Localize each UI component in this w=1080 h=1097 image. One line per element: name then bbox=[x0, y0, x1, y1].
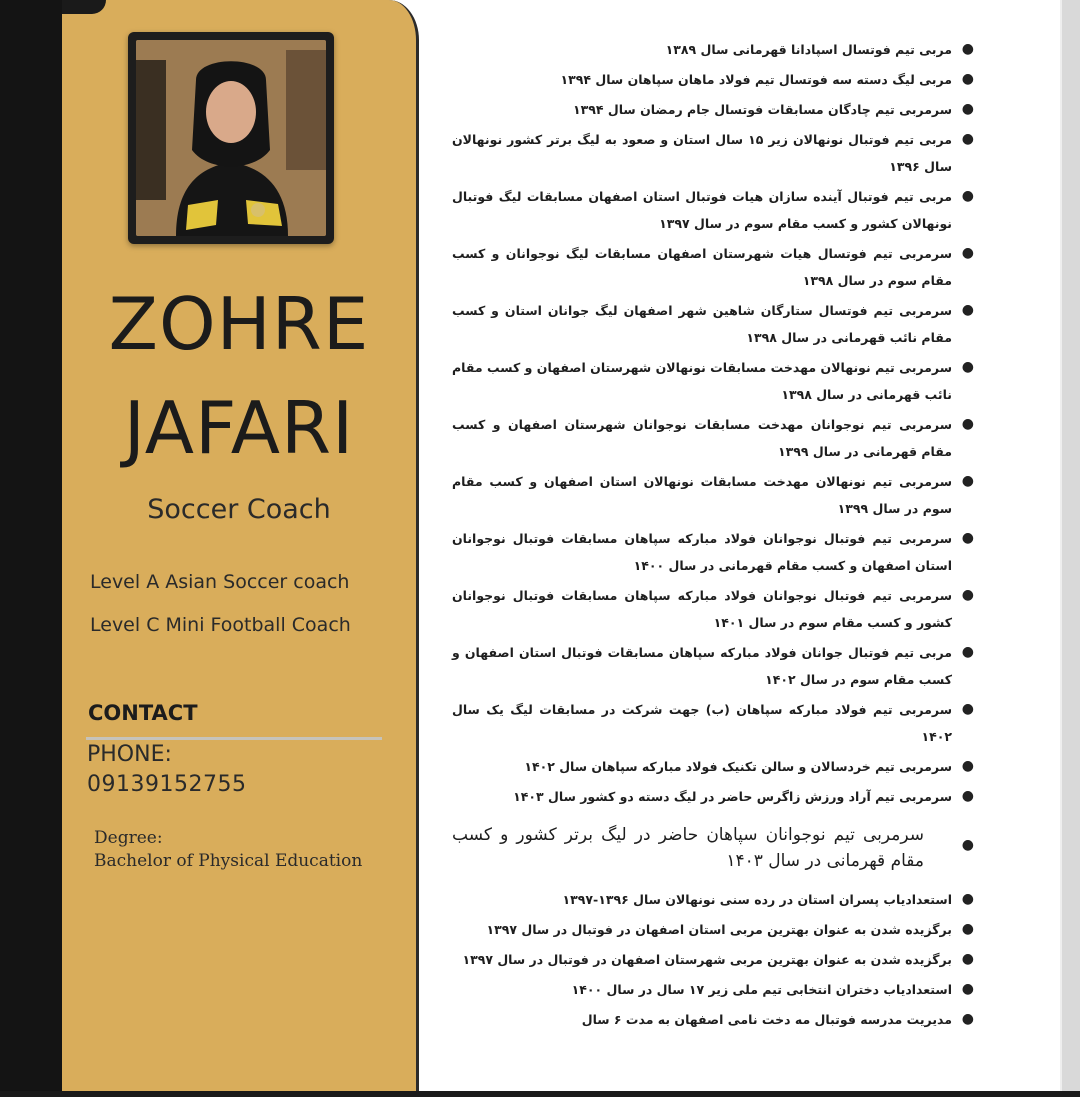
left-frame bbox=[0, 0, 62, 1097]
certification-1: Level A Asian Soccer coach bbox=[90, 571, 350, 593]
bullet-icon: ● bbox=[961, 530, 974, 546]
list-item bbox=[452, 696, 974, 750]
list-item-text: سرمربی تیم فوتسال ستارگان شاهین شهر اصفهان لیگ جوانان استان و کسب مقام نائب قهرمانی در سال ۱۳۹۸ bbox=[452, 303, 952, 345]
list-item-text: برگزیده شدن به عنوان بهترین مربی استان اصفهان در فوتبال در سال ۱۳۹۷ bbox=[486, 922, 952, 937]
list-item bbox=[452, 886, 974, 913]
list-item bbox=[452, 1006, 974, 1033]
bullet-icon: ● bbox=[961, 788, 974, 804]
bullet-icon: ● bbox=[961, 416, 974, 432]
list-item-text: سرمربی تیم فوتبال نوجوانان فولاد مبارکه سپاهان مسابقات فوتبال نوجوانان کشور و کسب مقام سوم در سال ۱۴۰۱ bbox=[452, 588, 952, 630]
degree-value: Bachelor of Physical Education bbox=[94, 851, 363, 871]
bullet-icon: ● bbox=[961, 359, 974, 375]
list-item bbox=[452, 354, 974, 408]
bullet-icon: ● bbox=[961, 837, 974, 853]
bullet-icon: ● bbox=[961, 302, 974, 318]
list-item-text: سرمربی تیم نونهالان مهدخت مسابقات نونهالان شهرستان اصفهان و کسب مقام نائب قهرمانی در سال ۱۳۹۸ bbox=[452, 360, 952, 402]
list-item-text: سرمربی تیم آراد ورزش زاگرس حاضر در لیگ دسته دو کشور سال ۱۴۰۳ bbox=[513, 789, 952, 804]
bullet-icon: ● bbox=[961, 101, 974, 117]
list-item bbox=[452, 96, 974, 123]
list-item bbox=[452, 783, 974, 810]
degree-label: Degree: bbox=[94, 828, 163, 848]
contact-heading: CONTACT bbox=[88, 701, 198, 725]
first-name: ZOHRE bbox=[108, 282, 370, 366]
list-item-text: سرمربی تیم فولاد مبارکه سپاهان (ب) جهت شرکت در مسابقات لیگ یک سال ۱۴۰۲ bbox=[452, 702, 952, 744]
bullet-icon: ● bbox=[961, 473, 974, 489]
bullet-icon: ● bbox=[961, 188, 974, 204]
certification-2: Level C Mini Football Coach bbox=[90, 614, 351, 636]
list-item bbox=[452, 916, 974, 943]
list-item bbox=[452, 66, 974, 93]
profile-photo bbox=[136, 40, 326, 236]
list-item-text: سرمربی تیم نوجوانان مهدخت مسابقات نوجوانان شهرستان اصفهان و کسب مقام قهرمانی در سال ۱۳۹۹ bbox=[452, 417, 952, 459]
bullet-icon: ● bbox=[961, 701, 974, 717]
list-item-highlight bbox=[452, 822, 974, 874]
list-item-text: سرمربی تیم نونهالان مهدخت مسابقات نونهالان استان اصفهان و کسب مقام سوم در سال ۱۳۹۹ bbox=[452, 474, 952, 516]
bullet-icon: ● bbox=[961, 981, 974, 997]
list-item bbox=[452, 183, 974, 237]
list-item-text: سرمربی تیم خردسالان و سالن تکنیک فولاد مبارکه سپاهان سال ۱۴۰۲ bbox=[524, 759, 952, 774]
bullet-icon: ● bbox=[961, 131, 974, 147]
profile-photo-frame bbox=[128, 32, 334, 244]
list-item bbox=[452, 753, 974, 780]
list-item bbox=[452, 582, 974, 636]
right-frame bbox=[1062, 0, 1080, 1097]
last-name: JAFARI bbox=[123, 386, 355, 470]
list-item-text: مربی تیم فوتبال نونهالان زیر ۱۵ سال استان و صعود به لیگ برتر کشور نونهالان سال ۱۳۹۶ bbox=[452, 132, 952, 174]
phone-number[interactable]: 09139152755 bbox=[87, 772, 247, 797]
bullet-icon: ● bbox=[961, 758, 974, 774]
bullet-icon: ● bbox=[961, 921, 974, 937]
bullet-icon: ● bbox=[961, 41, 974, 57]
list-item-text: مربی تیم فوتسال اسپادانا قهرمانی سال ۱۳۸۹ bbox=[665, 42, 952, 57]
list-item-text: استعدادیاب پسران استان در رده سنی نونهالان سال ۱۳۹۶-۱۳۹۷ bbox=[562, 892, 952, 907]
contact-divider bbox=[86, 737, 382, 740]
bullet-icon: ● bbox=[961, 71, 974, 87]
list-item bbox=[452, 946, 974, 973]
bullet-icon: ● bbox=[961, 891, 974, 907]
list-item-text: سرمربی تیم چادگان مسابقات فوتسال جام رمضان سال ۱۳۹۴ bbox=[573, 102, 952, 117]
phone-label: PHONE: bbox=[87, 742, 172, 767]
list-item bbox=[452, 297, 974, 351]
list-item bbox=[452, 240, 974, 294]
list-item-text: مربی تیم فوتبال آینده سازان هیات فوتبال استان اصفهان مسابقات لیگ فوتبال نونهالان کشور و کسب مقام سوم در سال ۱۳۹۷ bbox=[452, 189, 952, 231]
list-item bbox=[452, 976, 974, 1003]
bottom-frame bbox=[0, 1091, 1080, 1097]
list-item bbox=[452, 126, 974, 180]
list-item-text: مربی لیگ دسته سه فوتسال تیم فولاد ماهان سپاهان سال ۱۳۹۴ bbox=[560, 72, 952, 87]
list-item bbox=[452, 468, 974, 522]
achievements-list bbox=[452, 36, 974, 1036]
list-item bbox=[452, 411, 974, 465]
list-item bbox=[452, 525, 974, 579]
job-title: Soccer Coach bbox=[147, 494, 331, 525]
list-item-text: سرمربی تیم فوتسال هیات شهرستان اصفهان مسابقات لیگ نوجوانان و کسب مقام سوم در سال ۱۳۹۸ bbox=[452, 246, 952, 288]
list-item-text: سرمربی تیم فوتبال نوجوانان فولاد مبارکه سپاهان مسابقات فوتبال نوجوانان استان اصفهان و کسب مقام قهرمانی در سال ۱۴۰۰ bbox=[452, 531, 952, 573]
list-item-text: استعدادیاب دختران انتخابی تیم ملی زیر ۱۷ سال در سال ۱۴۰۰ bbox=[571, 982, 952, 997]
list-item-text: برگزیده شدن به عنوان بهترین مربی شهرستان اصفهان در فوتبال در سال ۱۳۹۷ bbox=[462, 952, 952, 967]
list-item-text: سرمربی تیم نوجوانان سپاهان حاضر در لیگ برتر کشور و کسب مقام قهرمانی در سال ۱۴۰۳ bbox=[452, 825, 924, 871]
bullet-icon: ● bbox=[961, 644, 974, 660]
bullet-icon: ● bbox=[961, 245, 974, 261]
list-item bbox=[452, 36, 974, 63]
list-item bbox=[452, 639, 974, 693]
list-item-text: مربی تیم فوتبال جوانان فولاد مبارکه سپاهان مسابقات فوتبال استان اصفهان و کسب مقام سوم در سال ۱۴۰۲ bbox=[452, 645, 952, 687]
bullet-icon: ● bbox=[961, 1011, 974, 1027]
bullet-icon: ● bbox=[961, 587, 974, 603]
list-item-text: مدیریت مدرسه فوتبال مه دخت نامی اصفهان به مدت ۶ سال bbox=[581, 1012, 952, 1027]
bullet-icon: ● bbox=[961, 951, 974, 967]
